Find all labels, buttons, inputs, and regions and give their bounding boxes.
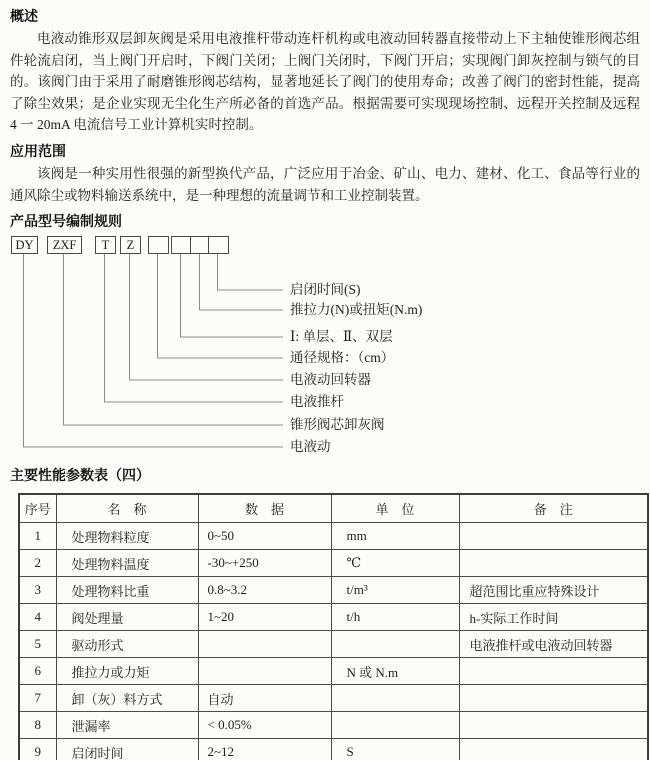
parameters-table-body	[19, 523, 648, 760]
table-cell: 1	[19, 523, 56, 550]
table-cell: mm	[331, 523, 459, 550]
col-header-data: 数 据	[198, 494, 331, 523]
table-cell: 0~50	[198, 523, 331, 550]
table-cell	[459, 523, 648, 550]
application-paragraph: 该阀是一种实用性很强的新型换代产品，广泛应用于冶金、矿山、电力、建材、化工、食品等行业的通风除尘或物料输送系统中，是一种理想的流量调节和工业控制装置。	[10, 165, 640, 203]
table-cell: 自动	[198, 685, 331, 712]
diagram-label-electro-hydraulic: 电液动	[290, 439, 331, 455]
table-cell	[459, 712, 648, 739]
table-row	[19, 739, 648, 760]
table-cell: h-实际工作时间	[459, 604, 648, 631]
code-box-zxf: ZXF	[47, 236, 82, 254]
table-cell: 3	[19, 577, 56, 604]
section-heading-parameters: 主要性能参数表（四）	[10, 467, 150, 484]
col-header-index: 序号	[19, 494, 56, 523]
table-cell	[331, 631, 459, 658]
table-cell: t/h	[331, 604, 459, 631]
table-cell	[459, 739, 648, 760]
table-cell	[331, 712, 459, 739]
table-cell	[198, 658, 331, 685]
code-box-t: T	[95, 236, 116, 254]
col-header-remarks: 备 注	[459, 494, 648, 523]
model-number-diagram	[0, 233, 650, 465]
diagram-label-diameter-spec: 通径规格：（cm）	[290, 350, 395, 366]
table-cell	[198, 631, 331, 658]
table-header-row	[19, 494, 648, 523]
table-cell: 7	[19, 685, 56, 712]
table-cell: S	[331, 739, 459, 760]
table-cell: 2	[19, 550, 56, 577]
code-box-blank-4	[208, 236, 229, 254]
diagram-label-rotary-actuator: 电液动回转器	[290, 372, 371, 388]
table-cell: 驱动形式	[56, 631, 198, 658]
diagram-label-push-rod: 电液推杆	[290, 394, 344, 410]
table-cell: 推拉力或力矩	[56, 658, 198, 685]
table-cell: 4	[19, 604, 56, 631]
table-cell: 卸（灰）料方式	[56, 685, 198, 712]
table-cell: t/m³	[331, 577, 459, 604]
section-heading-overview: 概述	[10, 8, 38, 24]
col-header-name: 名 称	[56, 494, 198, 523]
table-cell	[459, 685, 648, 712]
code-box-dy: DY	[11, 236, 38, 254]
diagram-label-open-close-time: 启闭时间(S)	[290, 282, 361, 298]
table-cell: 处理物料比重	[56, 577, 198, 604]
table-cell: 2~12	[198, 739, 331, 760]
table-cell	[459, 550, 648, 577]
table-row	[19, 604, 648, 631]
table-cell: 6	[19, 658, 56, 685]
table-cell: 电液推杆或电液动回转器	[459, 631, 648, 658]
table-row	[19, 712, 648, 739]
table-cell: N 或 N.m	[331, 658, 459, 685]
table-cell: 8	[19, 712, 56, 739]
code-box-blank-2	[171, 236, 192, 254]
table-cell: 9	[19, 739, 56, 760]
code-box-z: Z	[120, 236, 141, 254]
overview-paragraph: 电液动锥形双层卸灰阀是采用电液推杆带动连杆机构或电液动回转器直接带动上下主轴使锥形阀芯组件轮流启闭，当上阀门开启时，下阀门关闭；上阀门关闭时，下阀门开启；实现阀门卸灰控制与锁气的目的。该阀门由于采用了耐磨锥形阀芯结构，显著地延长了阀门的使用寿命；改善了阀门的密封性能，提高了除尘效果；是企业实现无尘化生产所必备的首选产品。根据需要可实现现场控制、远程开关控制及远程 4 一 20mA 电流信号工业计算机实时控制。	[10, 31, 640, 133]
table-cell: 0.8~3.2	[198, 577, 331, 604]
table-cell	[459, 658, 648, 685]
parameters-table	[18, 493, 649, 760]
table-cell: 阀处理量	[56, 604, 198, 631]
table-cell: ℃	[331, 550, 459, 577]
table-cell: 超范围比重应特殊设计	[459, 577, 648, 604]
table-cell: 1~20	[198, 604, 331, 631]
table-cell: 处理物料温度	[56, 550, 198, 577]
table-row	[19, 631, 648, 658]
section-heading-model-rule: 产品型号编制规则	[10, 213, 122, 230]
code-box-blank-1	[148, 236, 169, 254]
table-row	[19, 523, 648, 550]
diagram-label-layer-type: Ⅰ: 单层、Ⅱ、双层	[290, 329, 393, 345]
table-row	[19, 658, 648, 685]
table-cell	[331, 685, 459, 712]
table-cell: -30~+250	[198, 550, 331, 577]
table-cell: 启闭时间	[56, 739, 198, 760]
table-cell: < 0.05%	[198, 712, 331, 739]
table-cell: 泄漏率	[56, 712, 198, 739]
diagram-label-force-torque: 推拉力(N)或扭矩(N.m)	[290, 302, 423, 318]
table-row	[19, 550, 648, 577]
col-header-unit: 单 位	[331, 494, 459, 523]
section-heading-application: 应用范围	[10, 142, 66, 159]
table-cell: 5	[19, 631, 56, 658]
table-row	[19, 577, 648, 604]
diagram-label-cone-valve: 锥形阀芯卸灰阀	[290, 417, 385, 433]
table-row	[19, 685, 648, 712]
table-cell: 处理物料粒度	[56, 523, 198, 550]
